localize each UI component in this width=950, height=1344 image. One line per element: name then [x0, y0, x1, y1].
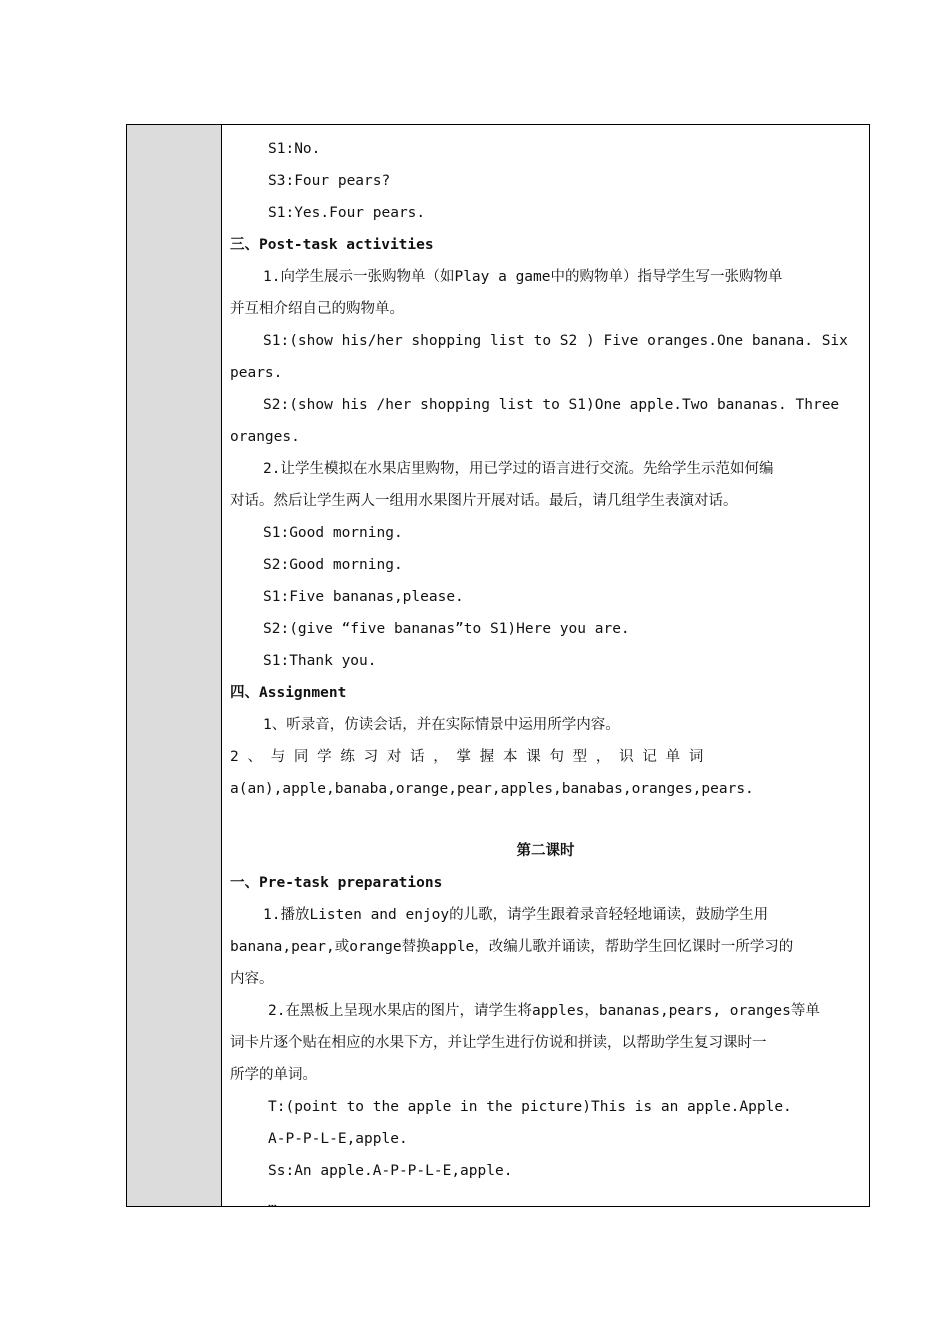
dialogue-line: S2:(give “five bananas”to S1)Here you are. [263, 621, 630, 637]
dialogue-line: S1:No. [268, 141, 321, 157]
dialogue-line: A-P-P-L-E,apple. [268, 1131, 408, 1147]
paragraph-line: banana,pear,或orange替换apple，改编儿歌并诵读，帮助学生回忆课时一所学习的 [230, 939, 794, 955]
paragraph-line: 所学的单词。 [230, 1067, 317, 1083]
content-column [222, 125, 869, 1211]
paragraph-line: 1.向学生展示一张购物单（如Play a game中的购物单）指导学生写一张购物单 [263, 269, 783, 285]
dialogue-line: T:(point to the apple in the picture)This is an apple.Apple. [268, 1099, 792, 1115]
dialogue-line: S1:Thank you. [263, 653, 377, 669]
paragraph-line: 内容。 [230, 971, 274, 987]
dialogue-line: S1:Five bananas,please. [263, 589, 464, 605]
paragraph-line: 1.播放Listen and enjoy的儿歌，请学生跟着录音轻轻地诵读，鼓励学生用 [263, 907, 769, 923]
dialogue-line: S1:Good morning. [263, 525, 403, 541]
dialogue-line: S1:Yes.Four pears. [268, 205, 426, 221]
dialogue-line: oranges. [230, 429, 300, 445]
dialogue-line: pears. [230, 365, 283, 381]
dialogue-line: Ss:An apple.A-P-P-L-E,apple. [268, 1163, 513, 1179]
paragraph-line: 2.在黑板上呈现水果店的图片，请学生将apples，bananas,pears, oranges等单 [268, 1003, 820, 1019]
ellipsis: … [268, 1195, 277, 1211]
section-heading: 四、Assignment [230, 685, 347, 701]
label-column [127, 125, 222, 1206]
paragraph-line: 并互相介绍自己的购物单。 [230, 301, 404, 317]
paragraph-line: a(an),apple,banaba,orange,pear,apples,banabas,oranges,pears. [230, 781, 754, 797]
dialogue-line: S3:Four pears? [268, 173, 391, 189]
paragraph-line: 对话。然后让学生两人一组用水果图片开展对话。最后，请几组学生表演对话。 [230, 493, 738, 509]
paragraph-line: 2.让学生模拟在水果店里购物，用已学过的语言进行交流。先给学生示范如何编 [263, 461, 774, 477]
lesson-title: 第二课时 [516, 843, 575, 859]
dialogue-line: S1:(show his/her shopping list to S2 ) Five oranges.One banana. Six [263, 333, 848, 349]
dialogue-line: S2:Good morning. [263, 557, 403, 573]
lesson-plan-table [126, 124, 870, 1211]
section-heading: 一、Pre-task preparations [230, 875, 443, 891]
section-heading: 三、Post-task activities [230, 237, 434, 253]
dialogue-line: S2:(show his /her shopping list to S1)One apple.Two bananas. Three [263, 397, 840, 413]
paragraph-line: 词卡片逐个贴在相应的水果下方，并让学生进行仿说和拼读，以帮助学生复习课时一 [230, 1035, 767, 1051]
spacer [230, 809, 861, 839]
paragraph-line: 2 、 与 同 学 练 习 对 话 ， 掌 握 本 课 句 型 ， 识 记 单 词 [230, 749, 704, 765]
paragraph-line: 1、听录音，仿读会话，并在实际情景中运用所学内容。 [263, 717, 620, 733]
